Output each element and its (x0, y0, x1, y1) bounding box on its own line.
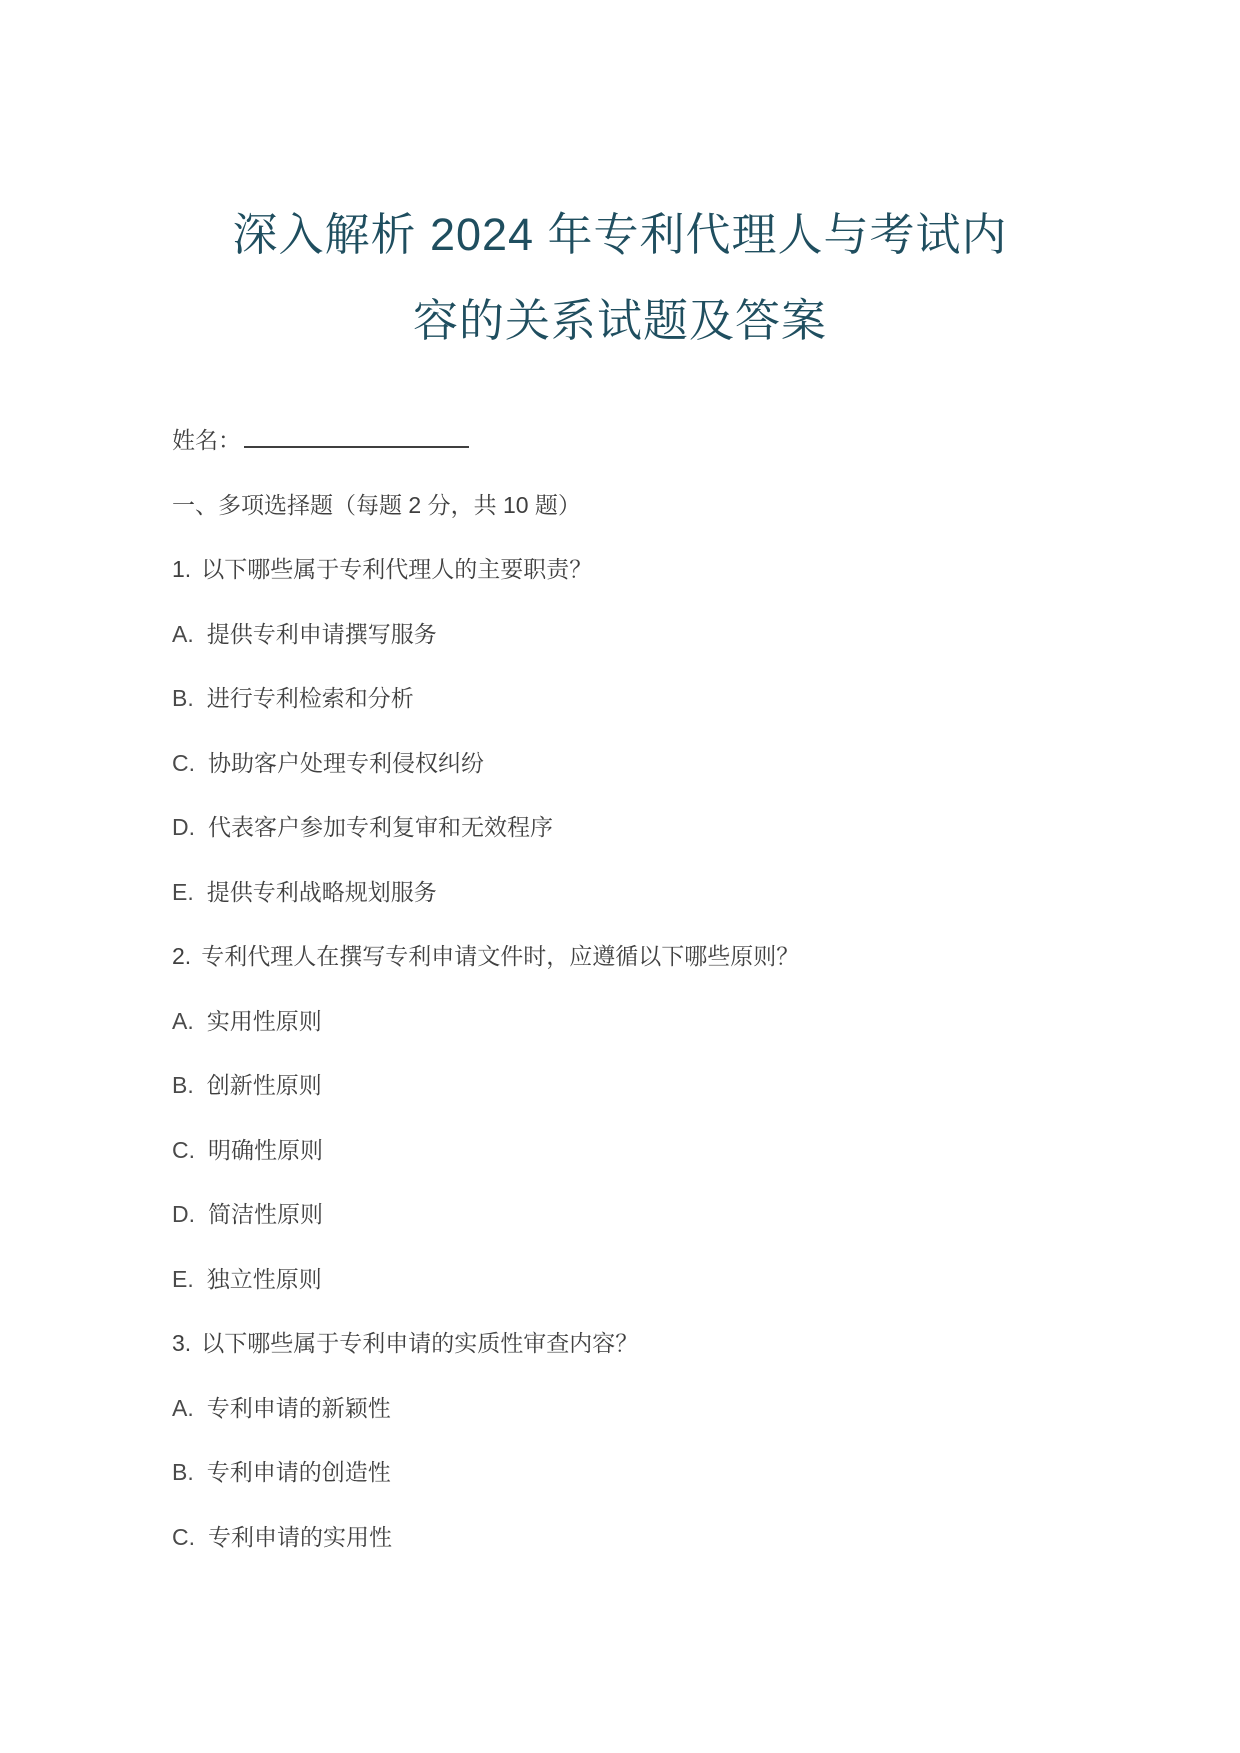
question-3-option-b (172, 1440, 1180, 1505)
option-text: 明确性原则 (208, 1136, 323, 1163)
question-2-option-a (172, 989, 1180, 1054)
question-2-option-b (172, 1053, 1180, 1118)
question-1-option-c (172, 731, 1180, 796)
option-text: 专利申请的实用性 (208, 1523, 392, 1550)
option-text: 简洁性原则 (208, 1201, 323, 1227)
name-blank-line (244, 432, 469, 448)
question-3-option-a (172, 1376, 1180, 1441)
option-letter: E. (172, 878, 194, 905)
document-body (172, 408, 1180, 1569)
option-letter: A. (172, 1007, 194, 1034)
option-text: 专利申请的新颖性 (206, 1394, 391, 1421)
option-letter: A. (172, 1394, 194, 1421)
option-text: 创新性原则 (206, 1072, 322, 1098)
option-letter: D. (172, 814, 195, 840)
option-text: 提供专利申请撰写服务 (206, 620, 437, 647)
question-3-number: 3. (172, 1330, 192, 1356)
question-1-option-d (172, 795, 1180, 860)
option-letter: B. (172, 1459, 194, 1485)
option-text: 实用性原则 (206, 1007, 322, 1034)
question-3-option-c (172, 1505, 1180, 1570)
option-letter: E. (172, 1265, 194, 1292)
title-line-2: 容的关系试题及答案 (412, 295, 827, 346)
option-letter: C. (172, 1523, 195, 1550)
question-1-option-b (172, 666, 1180, 731)
option-letter: C. (172, 1136, 195, 1163)
question-2-option-c (172, 1118, 1180, 1183)
question-2-number: 2. (172, 943, 192, 969)
name-field-row (172, 408, 1180, 473)
option-letter: B. (172, 685, 194, 711)
option-text: 提供专利战略规划服务 (206, 878, 437, 905)
option-letter: B. (172, 1072, 194, 1098)
question-2 (172, 924, 1180, 989)
option-text: 代表客户参加专利复审和无效程序 (208, 814, 553, 840)
question-2-option-e (172, 1247, 1180, 1312)
section-heading: 一、多项选择题（每题 2 分，共 10 题） (172, 491, 581, 518)
question-3-text: 以下哪些属于专利申请的实质性审查内容？ (201, 1330, 639, 1356)
question-1-option-e (172, 860, 1180, 925)
question-2-option-d (172, 1182, 1180, 1247)
name-label: 姓名： (172, 427, 241, 453)
title-line-1: 深入解析 2024 年专利代理人与考试内 (232, 209, 1008, 260)
option-text: 协助客户处理专利侵权纠纷 (208, 749, 484, 776)
question-1-text: 以下哪些属于专利代理人的主要职责？ (201, 556, 593, 582)
question-1 (172, 537, 1180, 602)
option-letter: A. (172, 620, 194, 647)
question-2-text: 专利代理人在撰写专利申请文件时，应遵循以下哪些原则？ (201, 943, 800, 969)
option-letter: D. (172, 1201, 195, 1227)
option-text: 专利申请的创造性 (206, 1459, 391, 1485)
question-1-number: 1. (172, 556, 192, 582)
option-letter: C. (172, 749, 195, 776)
document-title (0, 0, 1240, 364)
option-text: 独立性原则 (206, 1265, 322, 1292)
question-3 (172, 1311, 1180, 1376)
question-1-option-a (172, 602, 1180, 667)
option-text: 进行专利检索和分析 (206, 685, 414, 711)
